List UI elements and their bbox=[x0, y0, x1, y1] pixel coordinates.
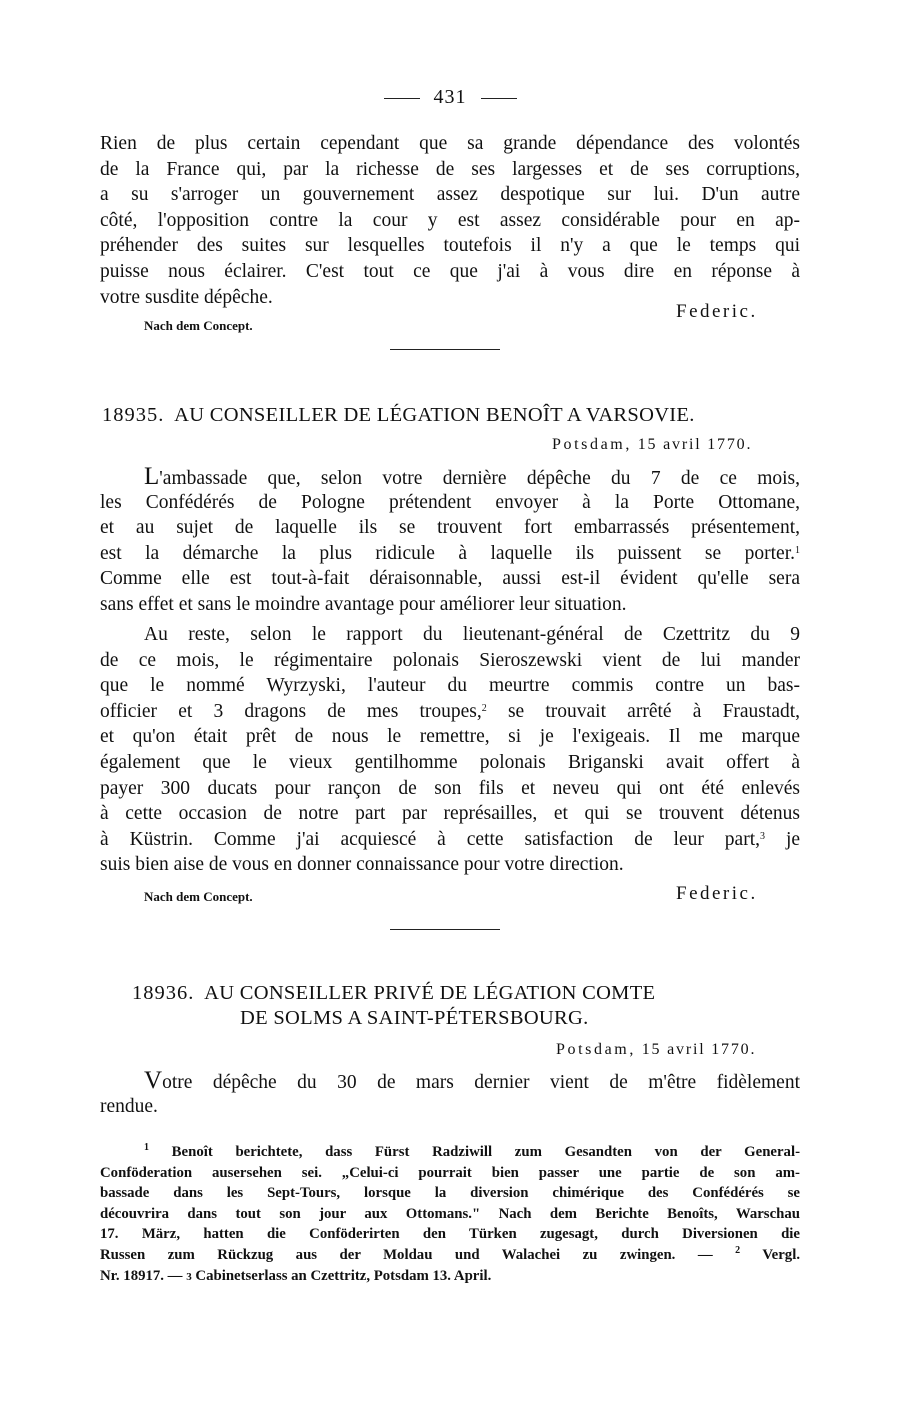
section-divider bbox=[390, 929, 500, 930]
drop-cap: V bbox=[144, 1067, 163, 1094]
footnote-mark: 1 bbox=[144, 1142, 149, 1153]
footnote-line: 17. März, hatten die Conföderirten den Türken zugesagt, durch Diversionen die bbox=[100, 1226, 800, 1243]
text-line: officier et 3 dragons de mes troupes,$^2$ se trouvait arrêté à Fraustadt, bbox=[100, 700, 801, 722]
letter-body-paragraph bbox=[100, 622, 800, 878]
text-line: Rien de plus certain cependant que sa grande dépendance des volontés bbox=[100, 133, 800, 154]
footnote-mark: 3 bbox=[186, 1270, 192, 1283]
letter-number: 18935. bbox=[102, 404, 165, 426]
source-note: Nach dem Concept. bbox=[144, 318, 253, 333]
letter-body-paragraph bbox=[100, 464, 800, 618]
section-divider bbox=[390, 349, 500, 350]
footnote-mark: 2 bbox=[735, 1244, 741, 1256]
letter-addressee: AU CONSEILLER DE LÉGATION BENOÎT A VARSOVIE. bbox=[174, 404, 695, 426]
footnote-mark: 2 bbox=[481, 702, 487, 714]
letter-body-paragraph bbox=[100, 1068, 800, 1119]
footnote-line: découvrira dans tout son jour aux Ottomans." Nach dem Berichte Benoîts, Warschau bbox=[100, 1205, 800, 1222]
text-line: à cette occasion de notre part par représailles, et qui se trouvent détenus bbox=[100, 803, 800, 825]
letter-date bbox=[552, 436, 752, 454]
footnote-mark: 3 bbox=[760, 830, 765, 842]
text-line: et qu'on était prêt de nous le remettre, si je l'exigeais. Il me marque bbox=[100, 726, 800, 748]
source-note: Nach dem Concept. bbox=[144, 889, 253, 904]
text-line: payer 300 ducats pour rançon de son fils et neveu qui ont été enlevés bbox=[100, 777, 800, 799]
letter-heading-line2: DE SOLMS A SAINT-PÉTERSBOURG. bbox=[240, 1007, 589, 1029]
text-line: votre susdite dépêche. bbox=[100, 286, 273, 308]
text-line: à Küstrin. Comme j'ai acquiescé à cette satisfaction de leur part,$^3$ je bbox=[100, 828, 801, 850]
continuation-paragraph bbox=[100, 131, 800, 310]
letter-addressee: AU CONSEILLER PRIVÉ DE LÉGATION COMTE bbox=[204, 982, 656, 1004]
text-line: est la démarche la plus ridicule à laquelle ils puissent se porter.$^1$ bbox=[100, 542, 800, 564]
text-line: rendue. bbox=[100, 1095, 158, 1117]
text-line: de ce mois, le régimentaire polonais Sieroszewski vient de lui mander bbox=[100, 649, 800, 671]
signature: Federic. bbox=[676, 883, 758, 904]
footnote-line: Nr. 18917. — 3 Cabinetserlass an Czettritz, Potsdam 13. April. bbox=[100, 1267, 492, 1284]
page-number bbox=[0, 86, 900, 109]
letter-place: Potsdam, bbox=[556, 1041, 636, 1058]
letter-date bbox=[556, 1041, 756, 1059]
text-line: les Confédérés de Pologne prétendent envoyer à la Porte Ottomane, bbox=[100, 491, 800, 513]
text-line: côté, l'opposition contre la cour y est assez considérable pour en ap- bbox=[100, 209, 800, 231]
letter-date-text: 15 avril 1770. bbox=[637, 436, 753, 453]
footnote-line: Conföderation ausersehen sei. „Celui-ci pourrait bien passer une partie de son am- bbox=[100, 1164, 800, 1181]
letter-number: 18936. bbox=[132, 982, 195, 1004]
letter-date-text: 15 avril 1770. bbox=[641, 1041, 757, 1058]
text-line: que le nommé Wyrzyski, l'auteur du meurtre commis contre un bas- bbox=[100, 675, 800, 697]
text-line: Comme elle est tout-à-fait déraisonnable, aussi est-il évident qu'elle sera bbox=[100, 568, 800, 590]
page-number-dash-left bbox=[384, 98, 420, 99]
text-line: et au sujet de laquelle ils se trouvent fort embarrassés présentement, bbox=[100, 517, 800, 539]
letter-heading bbox=[102, 404, 695, 427]
text-line: également que le vieux gentilhomme polonais Briganski avait offert à bbox=[100, 751, 800, 773]
text-line: préhender des suites sur lesquelles toutefois il n'y a que le temps qui bbox=[100, 235, 800, 257]
text-line: suis bien aise de vous en donner connaissance pour votre direction. bbox=[100, 854, 624, 876]
text-line: Votre dépêche du 30 de mars dernier vient de m'être fidèlement bbox=[144, 1067, 800, 1094]
letter-heading bbox=[132, 982, 655, 1005]
text-line: de la France qui, par la richesse de ses largesses et de ses corruptions, bbox=[100, 158, 800, 180]
text-line: a su s'arroger un gouvernement assez despotique sur lui. D'un autre bbox=[100, 184, 800, 206]
page-number-text: 431 bbox=[433, 86, 467, 108]
page-number-dash-right bbox=[481, 98, 517, 99]
footnote-mark: 1 bbox=[795, 544, 800, 556]
text-line: sans effet et sans le moindre avantage pour améliorer leur situation. bbox=[100, 593, 627, 615]
footnotes bbox=[100, 1142, 800, 1286]
text-line: L'ambassade que, selon votre dernière dépêche du 7 de ce mois, bbox=[144, 463, 800, 490]
footnote-line: Russen zum Rückzug aus der Moldau und Walachei zu zwingen. — $^2$ Vergl. bbox=[100, 1244, 801, 1263]
text-line: puisse nous éclairer. C'est tout ce que j'ai à vous dire en réponse à bbox=[100, 260, 800, 282]
drop-cap: L bbox=[144, 463, 160, 490]
footnote-line: bassade dans les Sept-Tours, lorsque la diversion chimérique des Confédérés se bbox=[100, 1185, 800, 1202]
signature: Federic. bbox=[676, 301, 758, 322]
letter-place: Potsdam, bbox=[552, 436, 632, 453]
footnote-line: $^1$ Benoît berichtete, dass Fürst Radziwill zum Gesandten von der General- bbox=[144, 1142, 800, 1160]
text-line: Au reste, selon le rapport du lieutenant-général de Czettritz du 9 bbox=[144, 624, 800, 645]
